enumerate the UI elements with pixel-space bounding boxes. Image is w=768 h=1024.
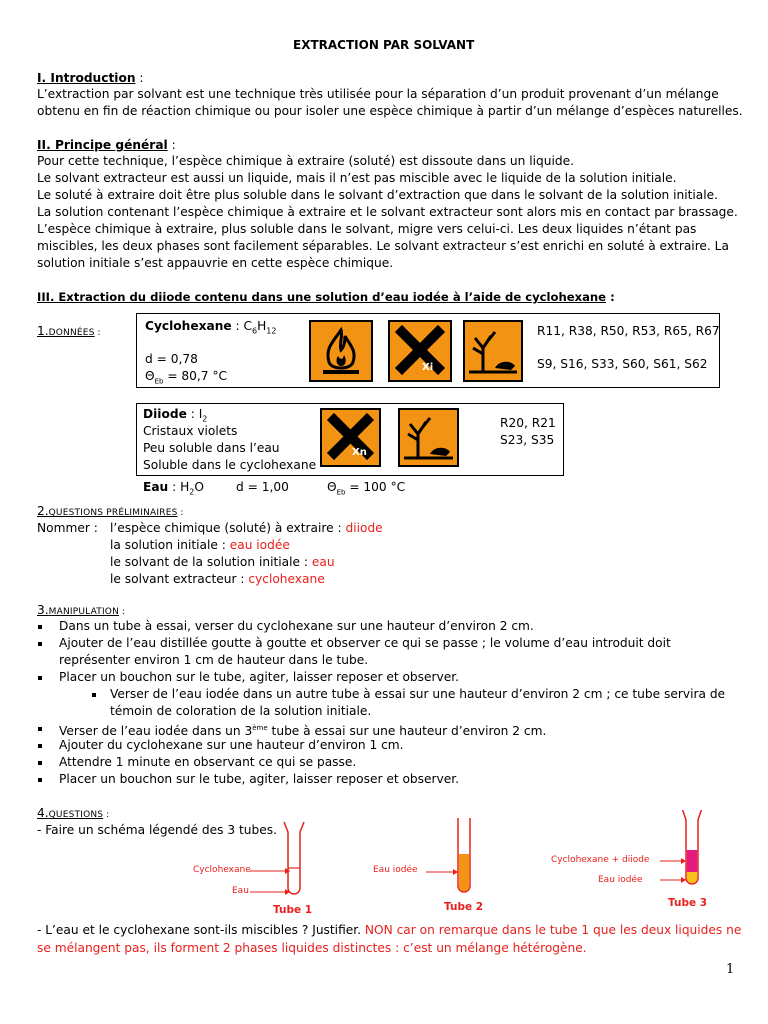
bullet (38, 727, 42, 731)
manip-step-3: Placer un bouchon sur le tube, agiter, laisser reposer et observer. (59, 670, 460, 684)
tube1-bottom-label: Eau (232, 886, 249, 896)
environment-hazard-icon (463, 320, 523, 382)
manip-step-6: Ajouter du cyclohexane sur une hauteur d’environ 1 cm. (59, 738, 404, 752)
principe-line-3: Le soluté à extraire doit être plus soluble dans le solvant d’extraction que dans le solvant de la solution initiale. (37, 188, 719, 202)
diiode-s-phrases: S23, S35 (500, 433, 555, 447)
environment-hazard-icon-2 (398, 408, 459, 467)
flammable-icon (309, 320, 373, 382)
bullet (38, 625, 42, 629)
section3-heading: III. Extraction du diiode contenu dans une solution d’eau iodée à l’aide de cyclohexane : (37, 290, 615, 304)
prelim-q4: le solvant extracteur : cyclohexane (110, 572, 325, 586)
diiode-r-phrases: R20, R21 (500, 416, 556, 430)
page-number: 1 (726, 962, 735, 977)
prelim-q1: l’espèce chimique (soluté) à extraire : diiode (110, 521, 383, 535)
principe-line-5: L’espèce chimique à extraire, plus soluble dans le solvant, migre vers celui-ci. Les deux liquides n’étant pas (37, 222, 697, 236)
questions-label: 4.QUESTIONS : (37, 806, 110, 820)
manipulation-label: 3.MANIPULATION : (37, 603, 125, 617)
bullet (38, 778, 42, 782)
tube1-label: Tube 1 (273, 904, 313, 916)
manip-step-2b: représenter environ 1 cm de hauteur dans le tube. (59, 653, 369, 667)
questions-prelim-label: 2.QUESTIONS PRÉLIMINAIRES : (37, 504, 184, 518)
bullet (38, 676, 42, 680)
diiode-line-2: Peu soluble dans l’eau (143, 441, 280, 455)
manip-step-7: Attendre 1 minute en observant ce qui se passe. (59, 755, 357, 769)
principe-line-1: Pour cette technique, l’espèce chimique à extraire (soluté) est dissoute dans un liquide. (37, 154, 574, 168)
eau-name: Eau : $H_2O$ (143, 480, 204, 497)
question-1: - Faire un schéma légendé des 3 tubes. (37, 823, 277, 837)
eau-density: d = 1,00 (236, 480, 289, 494)
xi-label: Xi (422, 362, 434, 373)
cyclohexane-name: Cyclohexane : $C_6H_{12}$ (145, 319, 277, 336)
principe-heading: II. Principe général : (37, 138, 176, 152)
prelim-q2: la solution initiale : eau iodée (110, 538, 290, 552)
tube2-content-label: Eau iodée (373, 865, 418, 875)
bullet (38, 642, 42, 646)
intro-line-2: obtenu en fin de réaction chimique ou pour isoler une espèce chimique à partir d’un mélange d’espèces naturelles. (37, 104, 743, 118)
bullet (92, 693, 96, 697)
manip-step-5: Verser de l’eau iodée dans un 3ème tube à essai sur une hauteur d’environ 2 cm. (59, 724, 547, 739)
intro-line-1: L’extraction par solvant est une technique très utilisée pour la séparation d’un produit provenant d’un mélange (37, 87, 719, 101)
harmful-icon (320, 408, 381, 467)
irritant-icon (388, 320, 452, 382)
manip-step-2: Ajouter de l’eau distillée goutte à goutte et observer ce qui se passe ; le volume d’eau introduit doit (59, 636, 671, 650)
donnees-label: 1.DONNÉES : (37, 324, 101, 338)
principe-line-6: miscibles, les deux phases sont facilement séparables. Le solvant extracteur s’est enrichi en soluté à extraire. La (37, 239, 729, 253)
xn-label: Xn (352, 447, 367, 458)
nommer-label: Nommer : (37, 521, 98, 535)
cyclohexane-teb: $\Theta_{Eb} = 80,7$ °C (145, 369, 228, 386)
intro-heading: I. Introduction : (37, 71, 144, 85)
tube-3 (660, 810, 702, 884)
tube1-top-label: Cyclohexane (193, 865, 251, 875)
question-2: - L’eau et le cyclohexane sont-ils miscibles ? Justifier. NON car on remarque dans le tube 1 que les deux liquides ne (37, 923, 742, 937)
principe-line-2: Le solvant extracteur est aussi un liquide, mais il n’est pas miscible avec le liquide de la solution initiale. (37, 171, 677, 185)
cyclohexane-s-phrases: S9, S16, S33, S60, S61, S62 (537, 357, 708, 371)
tube3-label: Tube 3 (668, 897, 708, 909)
cyclohexane-r-phrases: R11, R38, R50, R53, R65, R67 (537, 324, 720, 338)
manip-step-4b: témoin de coloration de la solution initiale. (110, 704, 372, 718)
manip-step-4: Verser de l’eau iodée dans un autre tube à essai sur une hauteur d’environ 2 cm ; ce tube servira de (110, 687, 726, 701)
tube3-top-label: Cyclohexane + diiode (551, 855, 650, 865)
tube-2 (426, 818, 470, 892)
bullet (38, 744, 42, 748)
diiode-name: Diiode : $I_2$ (143, 407, 208, 424)
manip-step-8: Placer un bouchon sur le tube, agiter, laisser reposer et observer. (59, 772, 460, 786)
manip-step-1: Dans un tube à essai, verser du cyclohexane sur une hauteur d’environ 2 cm. (59, 619, 534, 633)
diiode-line-1: Cristaux violets (143, 424, 238, 438)
principe-line-4: La solution contenant l’espèce chimique à extraire et le solvant extracteur sont alors mis en contact par brassage. (37, 205, 738, 219)
bullet (38, 761, 42, 765)
tube3-bottom-label: Eau iodée (598, 875, 643, 885)
tube2-label: Tube 2 (444, 901, 484, 913)
prelim-q3: le solvant de la solution initiale : eau (110, 555, 335, 569)
diiode-line-3: Soluble dans le cyclohexane (143, 458, 317, 472)
tube-1 (250, 822, 304, 895)
page-title: EXTRACTION PAR SOLVANT (293, 38, 475, 52)
principe-line-7: solution initiale s’est appauvrie en cette espèce chimique. (37, 256, 394, 270)
answer-2-line-2: se mélangent pas, ils forment 2 phases liquides distinctes : c’est un mélange hétérogène. (37, 941, 587, 955)
cyclohexane-density: d = 0,78 (145, 352, 198, 366)
eau-teb: $\Theta_{Eb} = 100$ °C (327, 480, 406, 497)
